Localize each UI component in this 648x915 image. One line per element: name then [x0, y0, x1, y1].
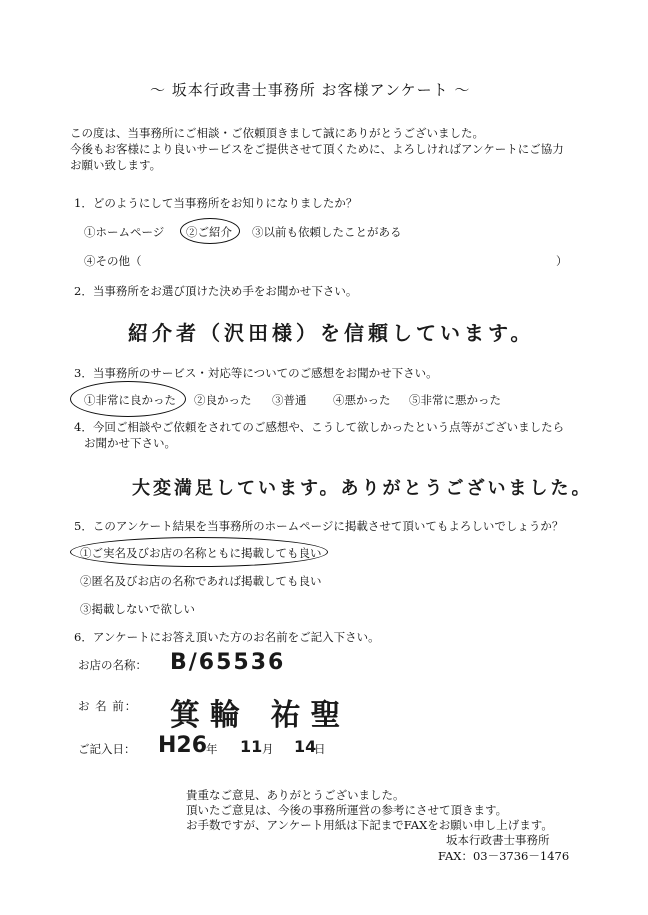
q4-handwritten-answer: 大変満足しています。ありがとうございました。 — [132, 478, 593, 499]
page-title: ～ 坂本行政書士事務所 お客様アンケート ～ — [150, 81, 471, 99]
date-month-label: 月 — [262, 742, 274, 756]
date-day-label: 日 — [314, 742, 326, 756]
question-6: 6．アンケートにお答え頂いた方のお名前をご記入下さい。 — [74, 630, 380, 644]
footer-request: お手数ですが、アンケート用紙は下記までFAXをお願い申し上げます。 — [186, 818, 553, 832]
date-year-label: 年 — [206, 742, 218, 756]
q3-option-very-good: ①非常に良かった — [84, 393, 176, 407]
shop-name-label: お店の名称： — [78, 658, 147, 672]
date-label: ご記入日： — [78, 742, 136, 756]
name-handwritten: 箕輪 祐聖 — [170, 698, 351, 733]
footer-fax: FAX：03－3736－1476 — [438, 849, 570, 863]
q3-option-good: ②良かった — [194, 393, 252, 407]
q1-option-other: ④その他（ — [84, 254, 142, 268]
q5-option-no-publish: ③掲載しないで欲しい — [80, 602, 195, 616]
question-2: 2．当事務所をお選び頂けた決め手をお聞かせ下さい。 — [74, 284, 358, 298]
question-4-line-1: 4．今回ご相談やご依頼をされてのご感想や、こうして欲しかったという点等がございましたら — [74, 420, 565, 434]
footer-note: 頂いたご意見は、今後の事務所運営の参考にさせて頂きます。 — [186, 803, 508, 817]
q3-option-bad: ④悪かった — [333, 393, 391, 407]
q3-selection-circle — [70, 381, 186, 417]
intro-line-2: 今後もお客様により良いサービスをご提供させて頂くために、よろしければアンケートにご協力 — [70, 142, 564, 156]
q1-option-previous: ③以前も依頼したことがある — [252, 225, 402, 239]
q1-other-close: ） — [556, 254, 568, 268]
shop-name-handwritten: B/65536 — [170, 650, 286, 675]
q5-selection-circle — [70, 537, 328, 567]
q1-option-homepage: ①ホームページ — [84, 225, 165, 239]
footer-office-name: 坂本行政書士事務所 — [446, 833, 550, 847]
q2-handwritten-answer: 紹介者（沢田様）を信頼しています。 — [128, 321, 535, 345]
footer-thanks: 貴重なご意見、ありがとうございました。 — [186, 788, 405, 802]
q1-option-referral: ②ご紹介 — [186, 225, 232, 239]
date-month-handwritten: 11 — [240, 737, 263, 756]
question-5: 5．このアンケート結果を当事務所のホームページに掲載させて頂いてもよろしいでしょうか？ — [74, 519, 564, 533]
question-4-line-2: お聞かせ下さい。 — [84, 436, 176, 450]
name-label: お 名 前： — [78, 699, 138, 713]
date-era-handwritten: H26 — [158, 733, 208, 758]
question-1: 1．どのようにして当事務所をお知りになりましたか？ — [74, 196, 358, 210]
q5-option-anonymous: ②匿名及びお店の名称であれば掲載しても良い — [80, 574, 322, 588]
question-3: 3．当事務所のサービス・対応等についてのご感想をお聞かせ下さい。 — [74, 366, 438, 380]
q3-option-average: ③普通 — [272, 393, 307, 407]
intro-line-3: お願い致します。 — [70, 158, 162, 172]
date-day-handwritten: 14 — [294, 737, 317, 756]
q5-option-real-name: ①ご実名及びお店の名称ともに掲載しても良い — [80, 546, 322, 560]
q3-option-very-bad: ⑤非常に悪かった — [409, 393, 501, 407]
intro-line-1: この度は、当事務所にご相談・ご依頼頂きまして誠にありがとうございました。 — [70, 126, 484, 140]
q1-selection-circle — [180, 218, 240, 244]
